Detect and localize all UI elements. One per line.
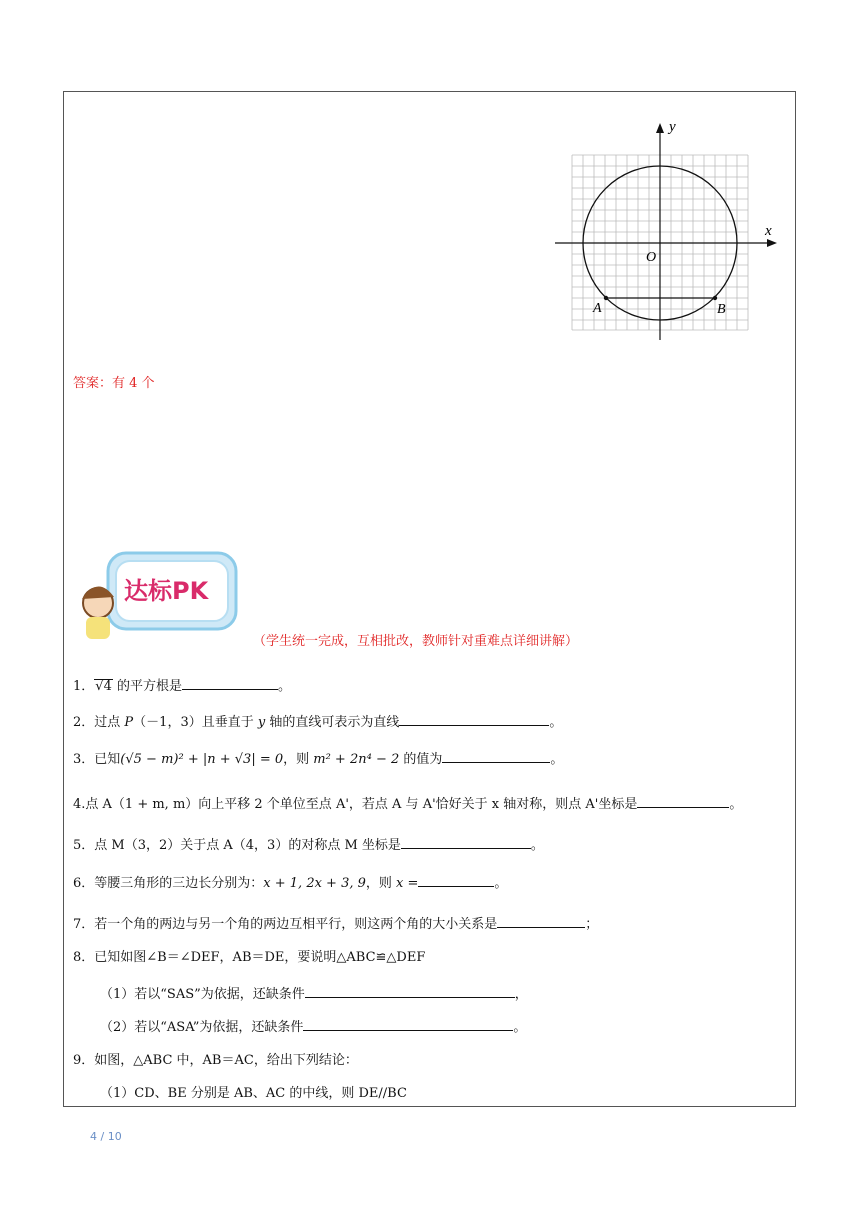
- question-7: 7．若一个角的两边与另一个角的两边互相平行，则这两个角的大小关系是 ；: [73, 917, 599, 932]
- instructions-note: （学生统一完成，互相批改，教师针对重难点详细讲解）: [253, 634, 579, 649]
- question-9: 9．如图，△ABC 中，AB＝AC，给出下列结论：: [73, 1053, 358, 1068]
- question-8: 8．已知如图∠B＝∠DEF，AB＝DE，要说明△ABC≌△DEF: [73, 950, 426, 965]
- question-8-part-1: （1）若以“SAS”为依据，还缺条件 ，: [100, 987, 528, 1002]
- y-axis-label: y: [669, 119, 676, 135]
- badge-illustration: [72, 545, 242, 645]
- y-axis-arrow: [656, 123, 664, 133]
- answer-text: 答案：有 4 个: [73, 376, 155, 391]
- point-b-label: B: [717, 302, 726, 317]
- point-b: [713, 296, 717, 300]
- question-2: 2．过点 P（－1，3）且垂直于 y 轴的直线可表示为直线 。: [73, 715, 563, 730]
- badge-text: 达标PK: [124, 577, 209, 605]
- question-9-part-1: （1）CD、BE 分别是 AB、AC 的中线，则 DE//BC: [100, 1086, 407, 1101]
- question-6: 6．等腰三角形的三边长分别为：x + 1, 2x + 3, 9，则 x = 。: [73, 876, 508, 891]
- question-5: 5．点 M（3，2）关于点 A（4，3）的对称点 M 坐标是 。: [73, 838, 544, 853]
- x-axis-arrow: [767, 239, 777, 247]
- question-3: 3．已知(√5 − m)² + |n + √3| = 0，则 m² + 2n⁴ − 2 的值为 。: [73, 752, 564, 767]
- x-axis-label: x: [765, 223, 772, 239]
- origin-label: O: [646, 250, 657, 265]
- question-1: 1．√4 的平方根是 。: [73, 679, 292, 694]
- question-4: 4.点 A（1 + m, m）向上平移 2 个单位至点 A'，若点 A 与 A'恰好关于 x 轴对称，则点 A'坐标是 。: [73, 797, 743, 812]
- point-a-label: A: [593, 301, 602, 316]
- question-8-part-2: （2）若以“ASA”为依据，还缺条件 。: [100, 1020, 527, 1035]
- page-number: 4 / 10: [90, 1130, 122, 1143]
- point-a: [604, 296, 608, 300]
- coordinate-graph: [555, 115, 785, 350]
